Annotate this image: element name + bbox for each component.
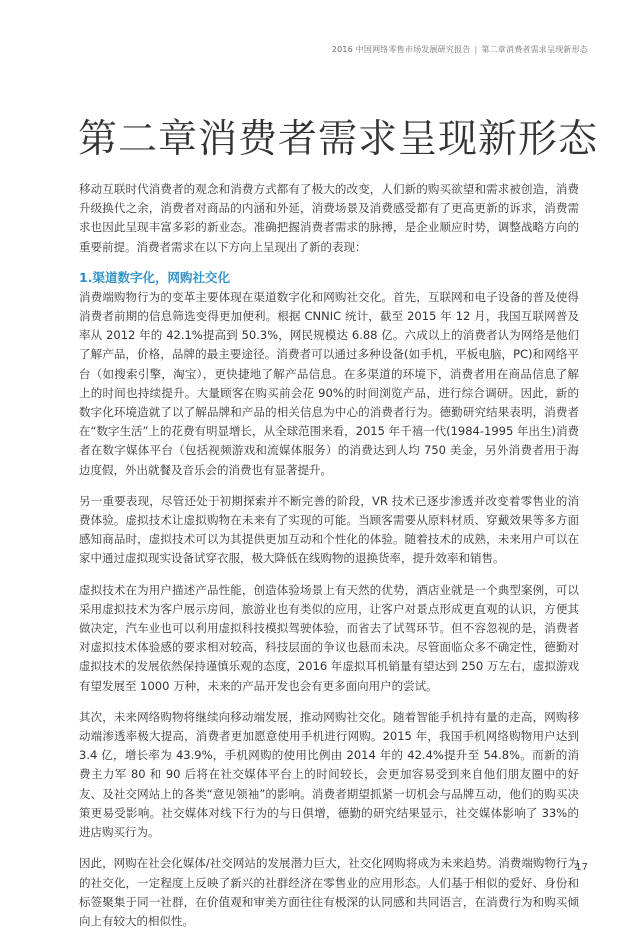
section-paragraph-4: 其次，未来网络购物将继续向移动端发展，推动网购社交化。随着智能手机持有量的走高，网购移动端渗透率极大提高，消费者更加愿意使用手机进行网购。2015 年，我国手机网络购物用户达到 3.4 亿，增长率为 43.9%，手机网购的使用比例由 2014 年的 42.4%提升至 54.8%。而新的消费主力军 80 和 90 后将在社交媒体平台上的时间较长，会更加容易受到来自他们朋友圈中的好友、及社交网站上的各类“意见领袖”的影响。消费者期望抓紧一切机会与品牌互动，他们的购买决策更易受影响。社交媒体对线下行为的与日俱增，德勤的研究结果显示，社交媒体影响了 33%的进店购买行为。 — [79, 709, 579, 840]
intro-paragraph: 移动互联时代消费者的观念和消费方式都有了极大的改变，人们新的购买欲望和需求被创造，消费升级换代之余，消费者对商品的内涵和外延，消费场景及消费感受都有了更高更新的诉求，消费需求也因此呈现丰富多彩的新业态。准确把握消费者需求的脉搏，是企业顺应时势，调整战略方向的重要前提。消费者需求在以下方向上呈现出了新的表现： — [79, 182, 579, 254]
section-paragraph-5: 因此，网购在社会化媒体/社交网站的发展潜力巨大，社交化网购将成为未来趋势。消费端购物行为的社交化，一定程度上反映了新兴的社群经济在零售业的应用形态。人们基于相似的爱好、身份和标签聚集于同一社群，在价值观和审美方面往往有极深的认同感和共同语言，在消费行为和购买倾向上有较大的相似性。 — [79, 856, 579, 928]
section-paragraph-1: 消费端购物行为的变革主要体现在渠道数字化和网购社交化。首先，互联网和电子设备的普及使得消费者前期的信息筛选变得更加便利。根据 CNNIC 统计，截至 2015 年 12 月，我国互联网普及率从 2012 年的 42.1%提高到 50.3%，网民规模达 6.88 亿。六成以上的消费者认为网络是他们了解产品，价格，品牌的最主要途径。消费者可以通过多种设备(如手机，平板电脑，PC)和网络平台（如搜索引擎，淘宝），更快捷地了解产品信息。在多渠道的环境下，消费者用在商品信息了解上的时间也持续提升。大量顾客在购买前会花 90%的时间浏览产品，进行综合调研。因此，新的数字化环境造就了以了解品牌和产品的相关信息为中心的消费者行为。德勤研究结果表明，消费者在“数字生活”上的花费有明显增长，从全球范围来看，2015 年千禧一代(1984-1995 年出生)消费者在数字媒体平台（包括视频游戏和流媒体服务）的消费达到人均 750 美金，另外消费者用于海边度假，外出就餐及音乐会的消费也有显著提升。 — [79, 289, 579, 477]
section-paragraph-3: 虚拟技术在为用户描述产品性能，创造体验场景上有天然的优势，酒店业就是一个典型案例，可以采用虚拟技术为客户展示房间，旅游业也有类似的应用，让客户对景点形成更直观的认识，方便其做决定，汽车业也可以利用虚拟科技模拟驾驶体验，而省去了试驾环节。但不容忽视的是，消费者对虚拟技术体验感的要求相对较高，科技层面的争议也悬而未决。尽管面临众多不确定性，德勤对虚拟技术的发展依然保持谨慎乐观的态度，2016 年虚拟耳机销量有望达到 250 万左右，虚拟游戏有望发展至 1000 万种，未来的产品开发也会有更多面向用户的尝试。 — [79, 582, 579, 693]
page-number: 17 — [575, 862, 588, 873]
chapter-title: 第二章消费者需求呈现新形态 — [78, 117, 599, 162]
section-paragraph-2: 另一重要表现，尽管还处于初期探索并不断完善的阶段，VR 技术已逐步渗透并改变着零售业的消费体验。虚拟技术让虚拟购物在未来有了实现的可能。当顾客需要从原料材质、穿戴效果等多方面感知商品时，虚拟技术可以为其提供更加互动和个性化的体验。随着技术的成熟，未来用户可以在家中通过虚拟现实设备试穿衣服，极大降低在线购物的退换货率，提升效率和销售。 — [79, 493, 579, 566]
report-title: 2016 中国网络零售市场发展研究报告 — [331, 45, 471, 54]
header-separator: | — [474, 45, 478, 54]
running-header — [332, 44, 588, 55]
header-chapter-label: 第二章消费者需求呈现新形态 — [481, 45, 588, 54]
body-content — [79, 180, 579, 943]
section-heading: 1.渠道数字化，网购社交化 — [79, 269, 230, 285]
